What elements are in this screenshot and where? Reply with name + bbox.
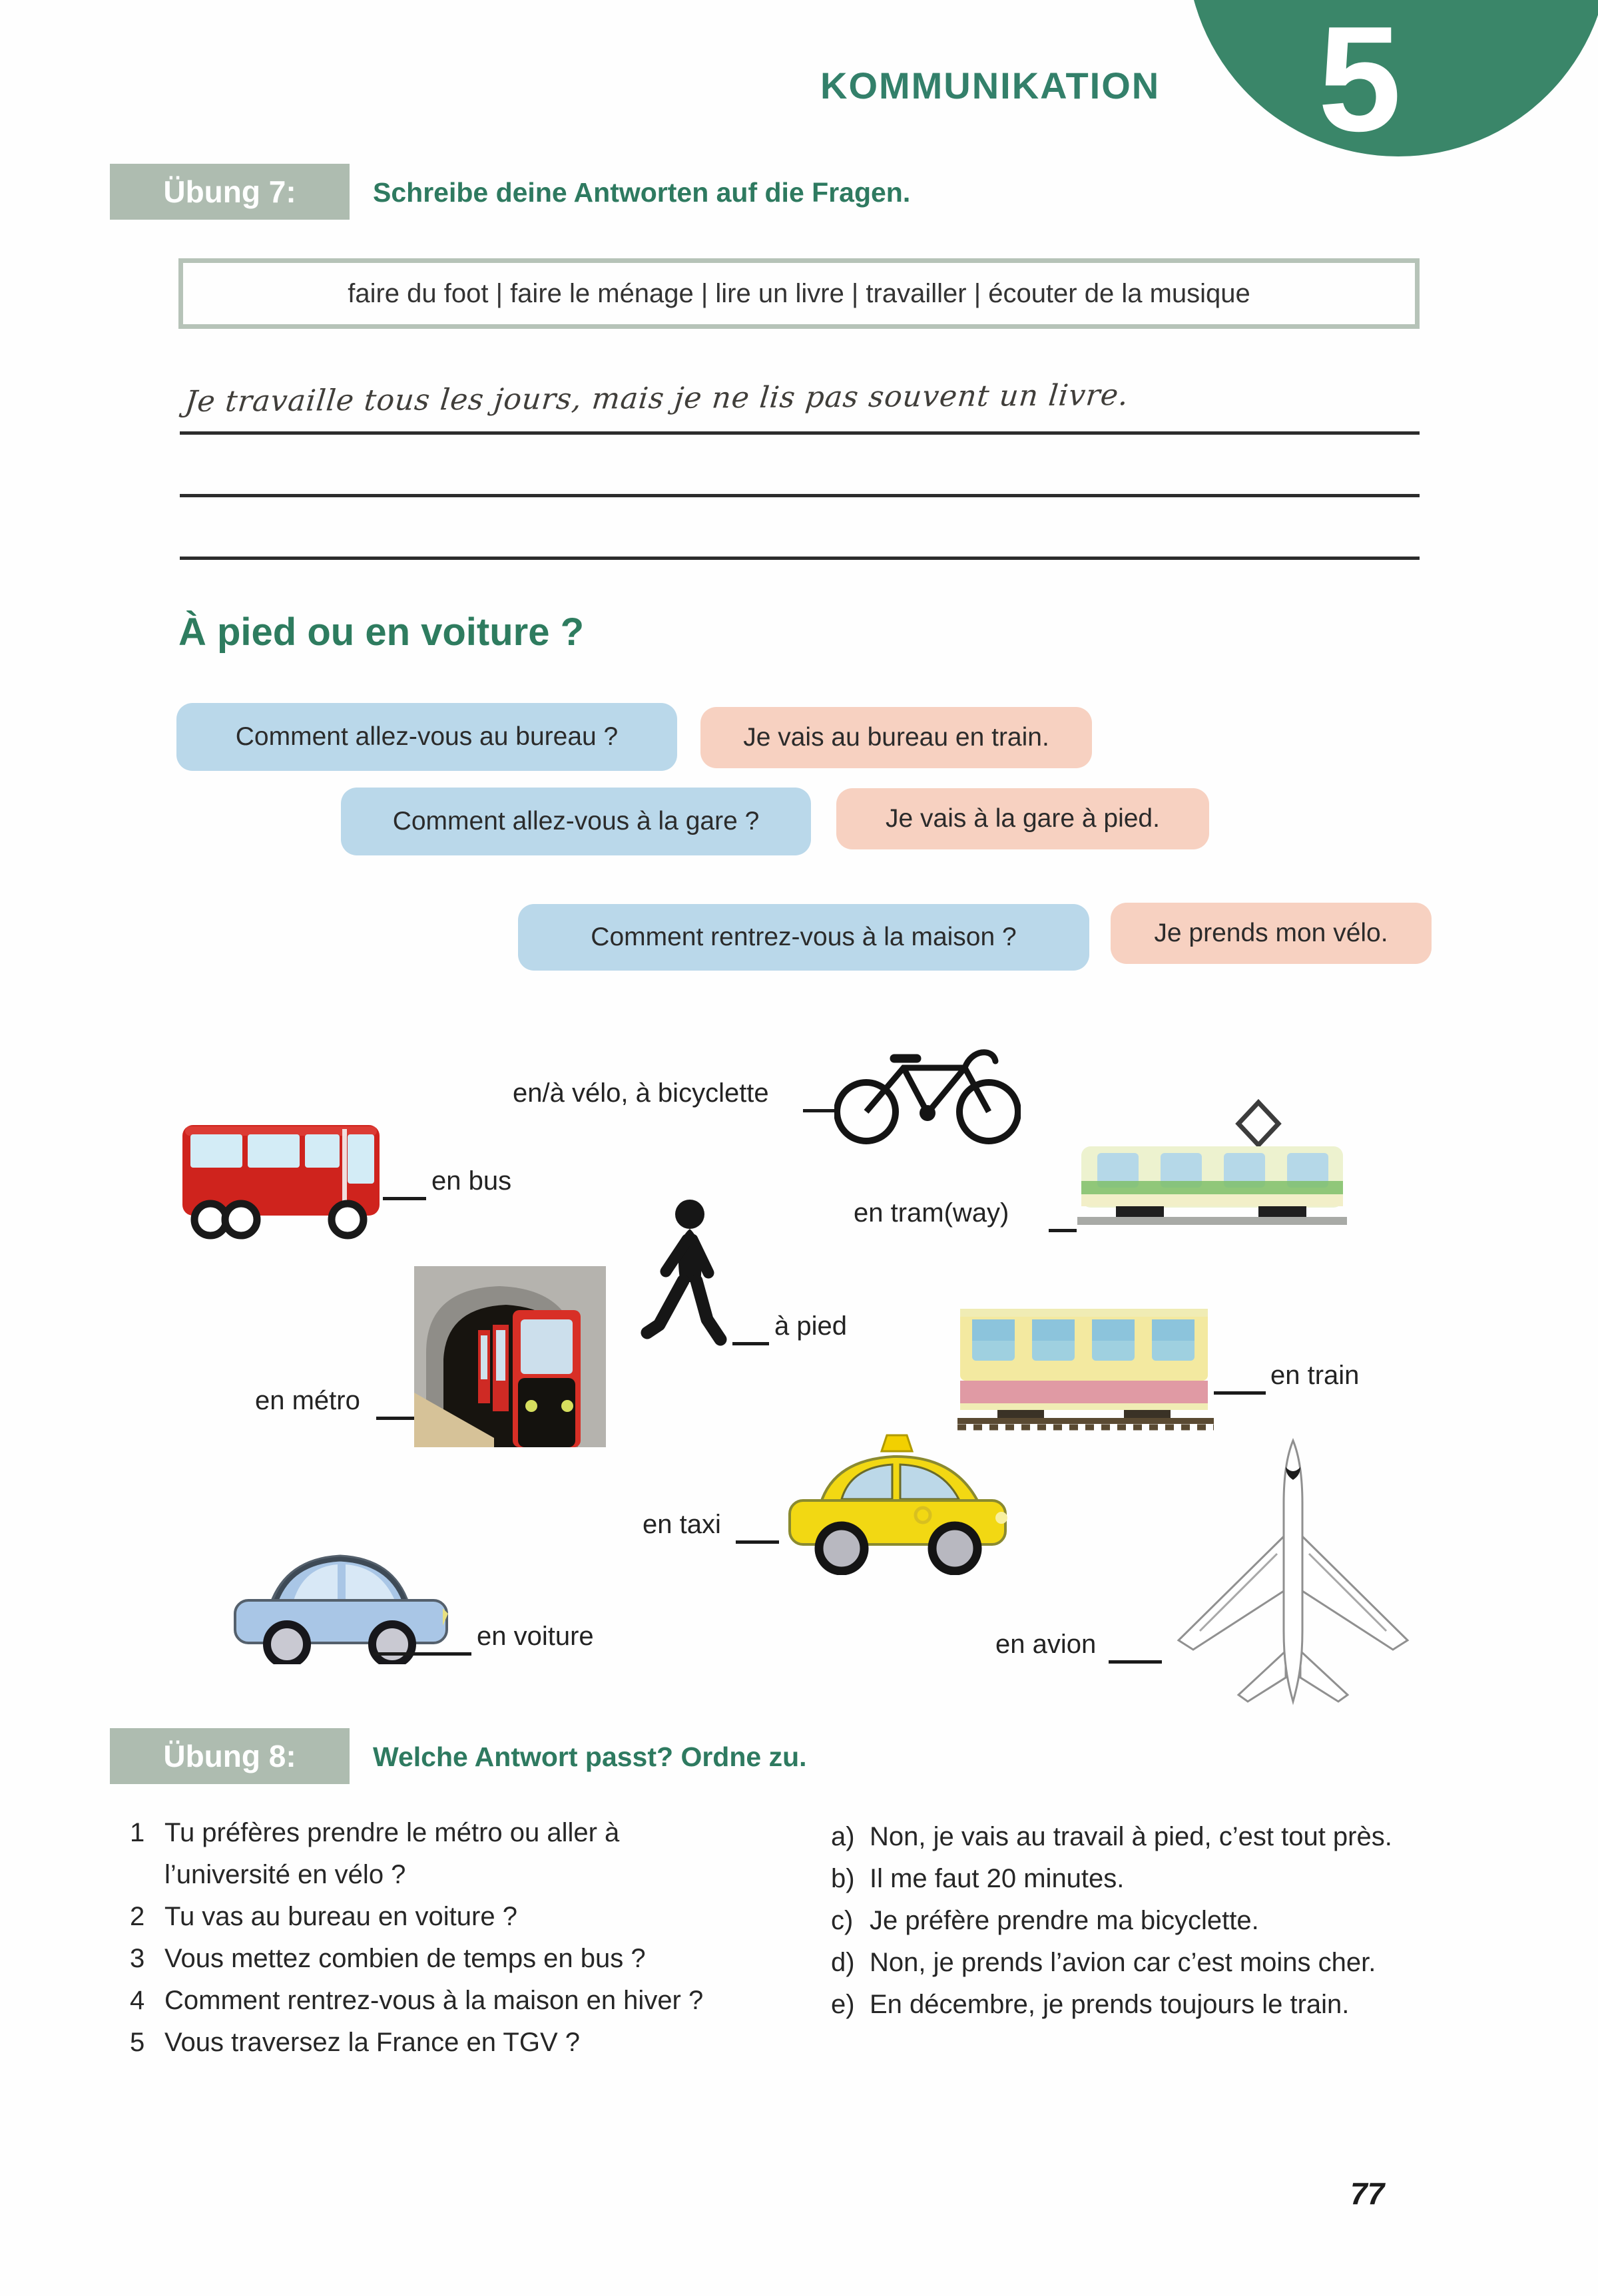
metro-icon (414, 1266, 606, 1447)
answer-letter: a) (831, 1822, 855, 1851)
connector-line (1049, 1229, 1077, 1232)
question-item (130, 2022, 769, 2064)
answer-bubble: Je vais à la gare à pied. (836, 788, 1209, 849)
connector-line (736, 1540, 779, 1544)
question-item (130, 1812, 769, 1896)
question-list (130, 1812, 769, 2064)
train-icon (957, 1299, 1214, 1431)
tram-icon (1077, 1098, 1347, 1235)
word-bank-box: faire du foot | faire le ménage | lire un livre | travailler | écouter de la musique (178, 258, 1420, 329)
answer-item (831, 1858, 1597, 1900)
question-number: 2 (130, 1902, 145, 1931)
answer-letter: e) (831, 1990, 855, 2019)
answer-text: Je préfère prendre ma bicyclette. (870, 1906, 1259, 1935)
exercise8-badge: Übung 8: (110, 1728, 350, 1784)
question-item (130, 1896, 769, 1938)
answer-text: Non, je prends l’avion car c’est moins cher. (870, 1948, 1376, 1977)
question-number: 1 (130, 1818, 145, 1847)
answer-item (831, 1984, 1597, 2026)
pedestrian-icon (639, 1197, 736, 1367)
section-label: KOMMUNIKATION (820, 65, 1161, 107)
vocab-metro-label: en métro (255, 1386, 360, 1415)
answer-text: Il me faut 20 minutes. (870, 1864, 1125, 1893)
vocab-voiture-label: en voiture (477, 1622, 594, 1651)
vocab-tram-label: en tram(way) (854, 1198, 1009, 1228)
connector-line (373, 1652, 471, 1656)
connector-line (1214, 1391, 1266, 1395)
connector-line (1109, 1660, 1162, 1664)
question-text: Tu vas au bureau en voiture ? (164, 1902, 517, 1931)
connector-line (803, 1109, 838, 1112)
section-heading: À pied ou en voiture ? (178, 610, 585, 654)
question-bubble: Comment allez-vous à la gare ? (341, 788, 811, 855)
chapter-number: 5 (1318, 0, 1402, 162)
bus-icon (180, 1105, 383, 1242)
answer-letter: c) (831, 1906, 854, 1935)
car-icon (230, 1526, 453, 1664)
answer-list (831, 1816, 1597, 2026)
writing-line (180, 557, 1420, 560)
answer-item (831, 1816, 1597, 1858)
taxi-icon (780, 1423, 1015, 1575)
question-text: Comment rentrez-vous à la maison en hiver ? (164, 1986, 704, 2015)
vocab-pied-label: à pied (774, 1311, 847, 1341)
question-number: 5 (130, 2028, 145, 2057)
answer-text: En décembre, je prends toujours le train. (870, 1990, 1350, 2019)
vocab-taxi-label: en taxi (643, 1510, 721, 1539)
bicycle-icon (834, 1031, 1021, 1149)
vocab-avion-label: en avion (995, 1630, 1097, 1659)
exercise7-badge: Übung 7: (110, 164, 350, 220)
answer-item (831, 1900, 1597, 1942)
answer-item (831, 1942, 1597, 1984)
connector-line (732, 1342, 769, 1345)
answer-bubble: Je vais au bureau en train. (700, 707, 1092, 768)
question-text: Tu préfères prendre le métro ou aller à l’université en vélo ? (164, 1818, 620, 1889)
question-number: 3 (130, 1944, 145, 1973)
answer-text: Non, je vais au travail à pied, c’est tout près. (870, 1822, 1392, 1851)
question-text: Vous traversez la France en TGV ? (164, 2028, 581, 2057)
answer-bubble: Je prends mon vélo. (1111, 903, 1432, 964)
answer-letter: b) (831, 1864, 855, 1893)
connector-line (383, 1197, 426, 1200)
vocab-bus-label: en bus (431, 1166, 512, 1196)
answer-letter: d) (831, 1948, 855, 1977)
question-number: 4 (130, 1986, 145, 2015)
question-item (130, 1938, 769, 1980)
airplane-icon (1160, 1437, 1426, 1713)
exercise7-instruction: Schreibe deine Antworten auf die Fragen. (373, 177, 911, 208)
writing-line (180, 431, 1420, 435)
question-bubble: Comment rentrez-vous à la maison ? (518, 904, 1089, 971)
handwritten-answer: Je travaille tous les jours, mais je ne lis pas souvent un livre. (183, 378, 1131, 419)
vocab-velo-label: en/à vélo, à bicyclette (513, 1078, 769, 1108)
connector-line (376, 1417, 414, 1420)
exercise8-instruction: Welche Antwort passt? Ordne zu. (373, 1741, 807, 1772)
question-text: Vous mettez combien de temps en bus ? (164, 1944, 646, 1973)
writing-line (180, 494, 1420, 497)
page-number: 77 (1350, 2176, 1385, 2211)
vocab-train-label: en train (1270, 1361, 1360, 1390)
question-item (130, 1980, 769, 2022)
question-bubble: Comment allez-vous au bureau ? (176, 703, 677, 771)
